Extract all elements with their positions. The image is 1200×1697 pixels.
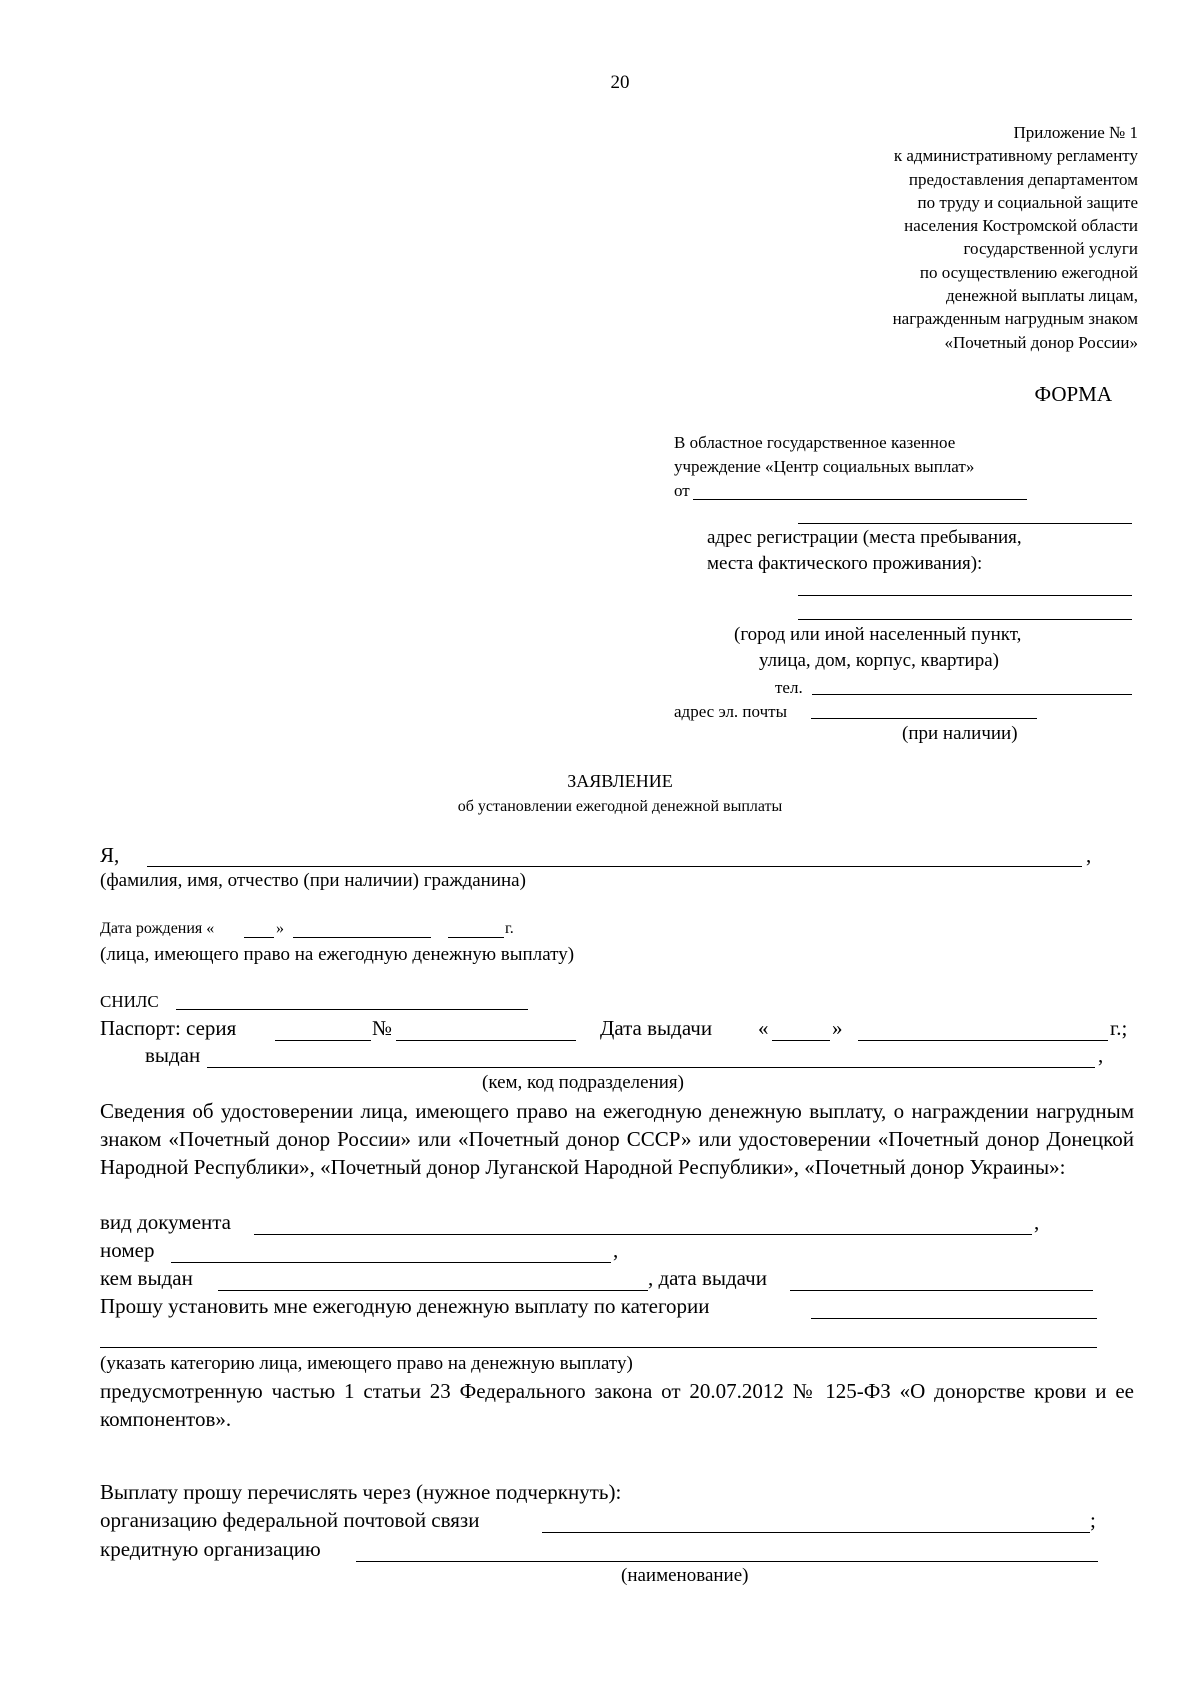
issued-by-field[interactable]: [207, 1067, 1095, 1068]
doc-issue-date-label: , дата выдачи: [648, 1266, 767, 1290]
issue-date-label: Дата выдачи: [600, 1016, 713, 1040]
doc-issuer-label: кем выдан: [100, 1266, 193, 1290]
from-field-2[interactable]: [798, 523, 1132, 524]
email-hint: (при наличии): [902, 723, 1018, 744]
address-field-1[interactable]: [798, 595, 1132, 596]
passport-label: Паспорт: серия: [100, 1016, 237, 1040]
doc-type-label: вид документа: [100, 1210, 232, 1234]
email-label: адрес эл. почты: [674, 702, 787, 721]
birth-month-field[interactable]: [293, 937, 431, 938]
phone-field[interactable]: [812, 694, 1132, 695]
snils-field[interactable]: [176, 1009, 528, 1010]
form-label: ФОРМА: [1034, 382, 1112, 406]
issue-month-year-field[interactable]: [858, 1040, 1108, 1041]
page-number: 20: [610, 72, 630, 93]
birth-date-label: Дата рождения «: [100, 920, 215, 937]
doc-number-comma: ,: [613, 1238, 619, 1262]
addressee-line-1: В областное государственное казенное: [674, 433, 956, 452]
certificate-paragraph: Сведения об удостоверении лица, имеющего право на ежегодную денежную выплату, о награждении нагрудным знаком «Почетный донор России» или «Почетный донор СССР» или удостоверении «Почетный донор Донецкой Народной Республики», «Почетный донор Луганской Народной Республики», «Почетный донор Украины»:: [100, 1099, 1134, 1179]
postal-option-field[interactable]: [542, 1532, 1090, 1533]
issue-quote-open: «: [758, 1016, 769, 1040]
doc-type-comma: ,: [1034, 1210, 1040, 1234]
appendix-line: «Почетный донор России»: [944, 332, 1138, 352]
phone-label: тел.: [775, 678, 803, 697]
birth-year-field[interactable]: [448, 937, 504, 938]
issued-by-hint: (кем, код подразделения): [482, 1072, 684, 1093]
addressee-line-2: учреждение «Центр социальных выплат»: [674, 457, 975, 476]
appendix-line: государственной услуги: [963, 239, 1138, 259]
address-hint-2: улица, дом, корпус, квартира): [759, 650, 999, 671]
doc-issue-date-field[interactable]: [790, 1290, 1093, 1291]
appendix-line: к административному регламенту: [893, 146, 1138, 166]
issue-day-field[interactable]: [772, 1040, 830, 1041]
name-comma: ,: [1086, 843, 1092, 867]
appendix-line: денежной выплаты лицам,: [946, 286, 1138, 306]
postal-semicolon: ;: [1090, 1508, 1096, 1532]
address-field-2[interactable]: [798, 619, 1132, 620]
category-hint: (указать категорию лица, имеющего право на денежную выплату): [100, 1353, 633, 1374]
issue-year-suffix: г.;: [1110, 1016, 1128, 1040]
category-field[interactable]: [811, 1318, 1097, 1319]
postal-option-label[interactable]: организацию федеральной почтовой связи: [100, 1508, 480, 1532]
appendix-line: предоставления департаментом: [908, 169, 1138, 189]
birth-quote-close: »: [276, 920, 284, 937]
issue-quote-close: »: [832, 1016, 843, 1040]
appendix-line: по труду и социальной защите: [917, 192, 1138, 212]
payment-intro: Выплату прошу перечислять через (нужное подчеркнуть):: [100, 1480, 622, 1504]
issued-by-comma: ,: [1098, 1043, 1104, 1067]
i-label: Я,: [100, 843, 120, 867]
doc-type-field[interactable]: [254, 1234, 1032, 1235]
issued-by-label: выдан: [145, 1043, 201, 1067]
doc-issuer-field[interactable]: [218, 1290, 648, 1291]
credit-org-field[interactable]: [356, 1561, 1098, 1562]
doc-number-field[interactable]: [171, 1262, 611, 1263]
appendix-line: населения Костромской области: [904, 216, 1138, 236]
reg-address-label-2: места фактического проживания):: [707, 553, 983, 574]
from-label: от: [674, 481, 690, 500]
law-reference: предусмотренную частью 1 статьи 23 Федерального закона от 20.07.2012 № 125-ФЗ «О донорстве крови и ее компонентов».: [100, 1379, 1134, 1431]
appendix-header: [718, 121, 1138, 354]
appendix-line: Приложение № 1: [1013, 123, 1138, 142]
category-label: Прошу установить мне ежегодную денежную выплату по категории: [100, 1294, 710, 1318]
credit-org-hint: (наименование): [621, 1565, 749, 1586]
birth-day-field[interactable]: [244, 937, 274, 938]
address-hint-1: (город или иной населенный пункт,: [734, 624, 1022, 645]
statement-subtitle: об установлении ежегодной денежной выплаты: [457, 798, 783, 815]
passport-number-field[interactable]: [396, 1040, 576, 1041]
applicant-name-field[interactable]: [147, 866, 1082, 867]
appendix-line: награжденным нагрудным знаком: [892, 309, 1138, 329]
statement-title: ЗАЯВЛЕНИЕ: [567, 771, 673, 791]
snils-label: СНИЛС: [100, 992, 159, 1011]
passport-series-field[interactable]: [275, 1040, 371, 1041]
passport-number-sign: №: [372, 1016, 393, 1040]
name-hint: (фамилия, имя, отчество (при наличии) гражданина): [100, 870, 526, 891]
doc-number-label: номер: [100, 1238, 155, 1262]
from-field[interactable]: [693, 499, 1027, 500]
category-field-2[interactable]: [100, 1347, 1097, 1348]
reg-address-label-1: адрес регистрации (места пребывания,: [707, 527, 1022, 548]
birth-hint: (лица, имеющего право на ежегодную денежную выплату): [100, 944, 575, 965]
appendix-line: по осуществлению ежегодной: [919, 262, 1138, 282]
credit-option-label[interactable]: кредитную организацию: [100, 1537, 321, 1561]
email-field[interactable]: [811, 718, 1037, 719]
birth-year-suffix: г.: [505, 920, 514, 937]
